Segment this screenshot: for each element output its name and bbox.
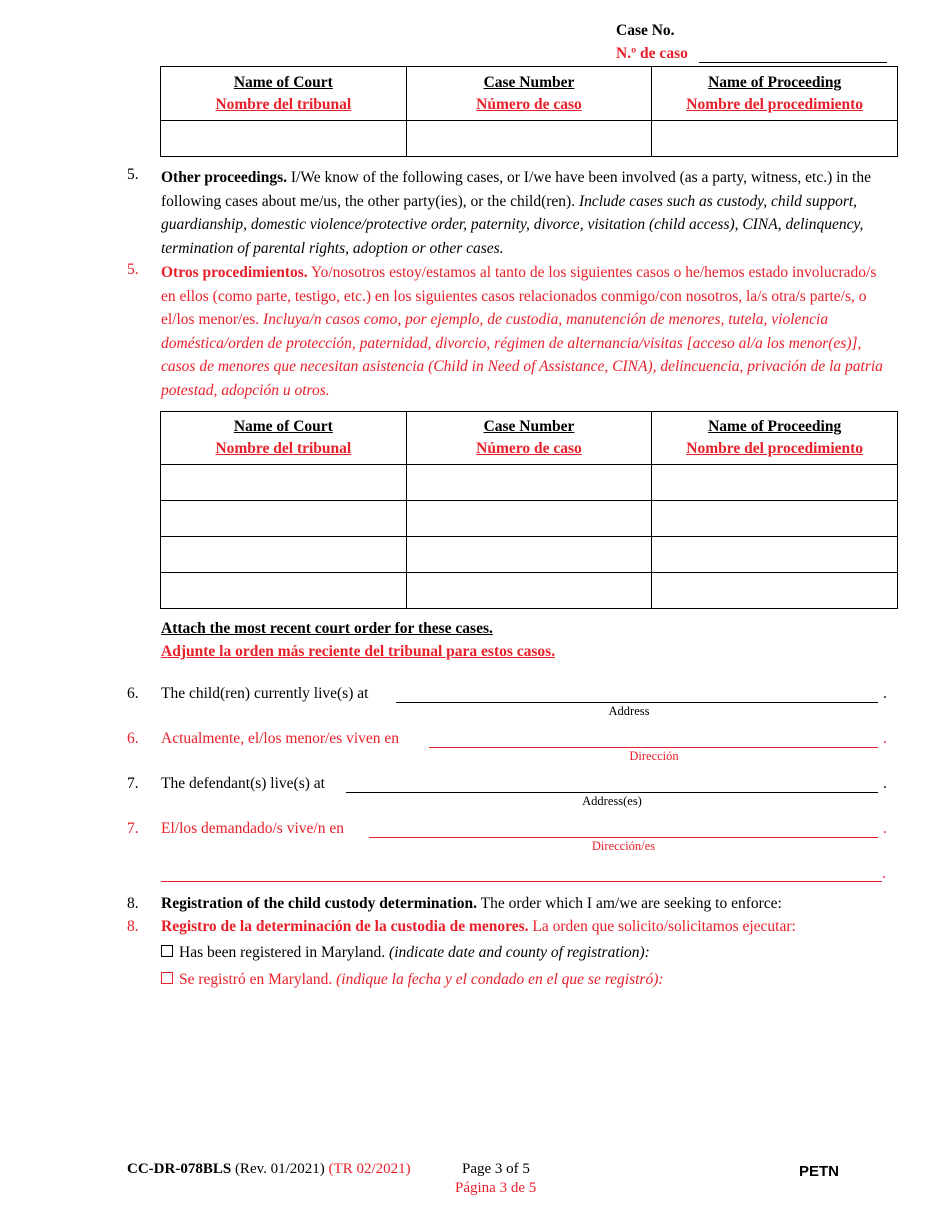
page-number-es: Página 3 de 5 <box>455 1180 537 1196</box>
section-7-label-es: El/los demandado/s vive/n en <box>161 820 344 837</box>
col-case: Case Number Número de caso <box>406 412 652 465</box>
period: . <box>883 730 887 747</box>
section-6-number: 6. <box>127 685 139 702</box>
section-6-label: The child(ren) currently live(s) at <box>161 685 369 702</box>
page-number: Page 3 of 5 <box>462 1161 530 1177</box>
case-no-field[interactable] <box>699 62 887 63</box>
case-no-label: Case No. <box>616 22 675 39</box>
col-case: Case Number Número de caso <box>406 67 652 121</box>
form-code: PETN <box>799 1163 840 1180</box>
col-proceeding: Name of Proceeding Nombre del procedimiento <box>652 412 898 465</box>
period: . <box>883 820 887 837</box>
section-6-number-es: 6. <box>127 730 139 747</box>
section-6-label-es: Actualmente, el/los menor/es viven en <box>161 730 400 747</box>
section-7-label: The defendant(s) live(s) at <box>161 775 325 792</box>
table-header-row <box>161 67 898 121</box>
address-caption: Address <box>608 704 650 718</box>
table-row[interactable] <box>161 465 898 501</box>
attach-notice: Attach the most recent court order for these cases. <box>161 620 493 637</box>
table-row[interactable] <box>161 121 898 157</box>
registered-option-es[interactable]: Se registró en Maryland. (indique la fecha y el condado en el que se registró): <box>161 971 664 989</box>
period: . <box>883 775 887 792</box>
registered-option[interactable]: Has been registered in Maryland. (indicate date and county of registration): <box>161 944 650 962</box>
defendant-address-field[interactable] <box>346 792 878 793</box>
proceedings-table-2 <box>160 411 898 609</box>
form-id: CC-DR-078BLS (Rev. 01/2021) (TR 02/2021) <box>127 1161 411 1177</box>
defendant-address-field-es[interactable] <box>369 837 878 838</box>
attach-notice-es: Adjunte la orden más reciente del tribunal para estos casos. <box>161 643 556 660</box>
period: . <box>882 865 886 882</box>
col-court: Name of Court Nombre del tribunal <box>161 67 407 121</box>
extra-address-field[interactable] <box>161 881 882 882</box>
addresses-caption-es: Dirección/es <box>591 839 656 853</box>
section-5-text: Other proceedings. I/We know of the following cases, or I/we have been involved (as a party, witness, etc.) in the following cases about me/us, the other party(ies), or the child(ren). Include cases such as custody, child support, guardianship, domestic violence/protective order, paternity, divorce, visitation (child access), CINA, delinquency, termination of parental rights, adoption or other cases. <box>161 169 871 257</box>
table-row[interactable] <box>161 537 898 573</box>
registered-checkbox-es[interactable] <box>161 972 173 984</box>
table-row[interactable] <box>161 573 898 609</box>
section-7-number-es: 7. <box>127 820 139 837</box>
section-5-number: 5. <box>127 166 139 183</box>
col-court: Name of Court Nombre del tribunal <box>161 412 407 465</box>
col-proceeding: Name of Proceeding Nombre del procedimiento <box>652 67 898 121</box>
table-row[interactable] <box>161 501 898 537</box>
section-8-number: 8. <box>127 895 139 912</box>
proceedings-table-1 <box>160 66 898 157</box>
children-address-field-es[interactable] <box>429 747 878 748</box>
period: . <box>883 685 887 702</box>
registered-checkbox[interactable] <box>161 945 173 957</box>
section-5-text-es: Otros procedimientos. Yo/nosotros estoy/estamos al tanto de los siguientes casos o he/hemos estado involucrado/s en ellos (como parte, testigo, etc.) en los siguientes casos relacionados conmigo/con nosotros, la/s otra/s parte/s, o el/los menor/es. Incluya/n casos como, por ejemplo, de custodia, manutención de menores, tutela, violencia doméstica/orden de protección, paternidad, divorcio, régimen de alternancia/visitas [acceso al/a los menor(es)], casos de menores que necesitan asistencia (Child in Need of Assistance, CINA), delincuencia, privación de la patria potestad, adopción u otros. <box>161 264 883 399</box>
section-5-number-es: 5. <box>127 261 139 278</box>
children-address-field[interactable] <box>396 702 878 703</box>
case-no-label-es: N.º de caso <box>616 45 688 62</box>
table-header-row <box>161 412 898 465</box>
section-7-number: 7. <box>127 775 139 792</box>
section-8-text-es: Registro de la determinación de la custodia de menores. La orden que solicito/solicitamos ejecutar: <box>161 918 796 935</box>
section-8-text: Registration of the child custody determination. The order which I am/we are seeking to enforce: <box>161 895 782 912</box>
address-caption-es: Dirección <box>629 749 679 763</box>
section-8-number-es: 8. <box>127 918 139 935</box>
addresses-caption: Address(es) <box>582 794 642 808</box>
